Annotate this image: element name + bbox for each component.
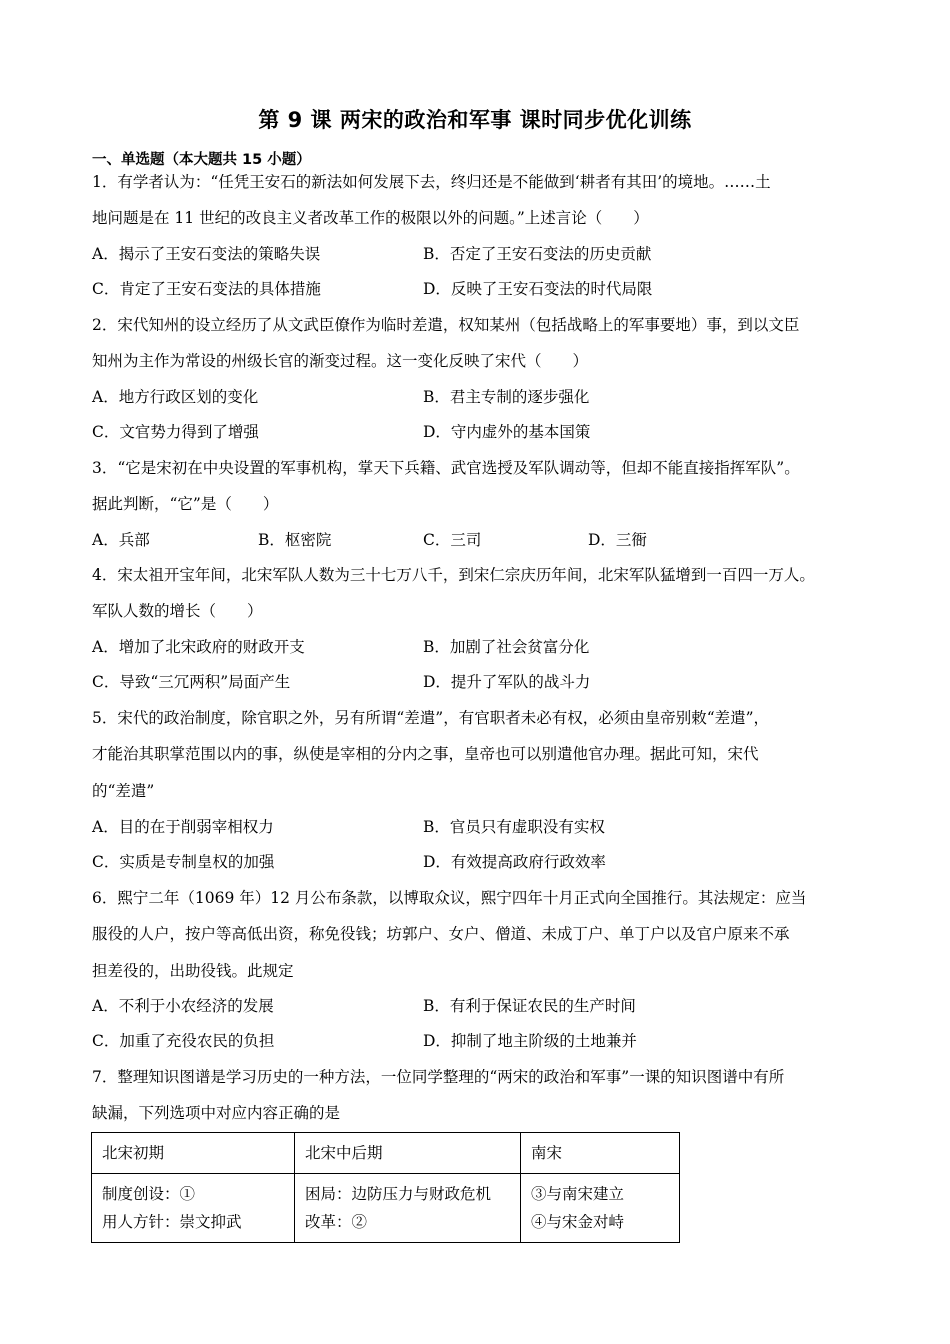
q1-option-a[interactable]: A．揭示了王安石变法的策略失误 [92, 245, 321, 263]
q6-option-c[interactable]: C．加重了充役农民的负担 [92, 1032, 275, 1050]
question-1-line-2: 地问题是在 11 世纪的改良主义者改革工作的极限以外的问题。”上述言论（ ） [92, 209, 649, 227]
q5-option-c[interactable]: C．实质是专制皇权的加强 [92, 853, 275, 871]
q4-option-b[interactable]: B．加剧了社会贫富分化 [423, 638, 590, 656]
question-5-line-1: 5．宋代的政治制度，除官职之外，另有所谓“差遣”，有官职者未必有权，必须由皇帝别敕“差遣”， [92, 709, 770, 727]
question-5-line-2: 才能治其职掌范围以内的事，纵使是宰相的分内之事，皇帝也可以别遣他官办理。据此可知，宋代 [92, 745, 759, 763]
q4-option-c[interactable]: C．导致“三冗两积”局面产生 [92, 673, 291, 691]
q2-option-c[interactable]: C．文官势力得到了增强 [92, 423, 259, 441]
question-2-line-1: 2．宋代知州的设立经历了从文武臣僚作为临时差遣，权知某州（包括战略上的军事要地）事，到以文臣 [92, 316, 800, 334]
question-4-line-1: 4．宋太祖开宝年间，北宋军队人数为三十七万八千，到宋仁宗庆历年间，北宋军队猛增到一百四一万人。 [92, 566, 815, 584]
q5-option-b[interactable]: B．官员只有虚职没有实权 [423, 818, 605, 836]
table-header-row [92, 1133, 680, 1174]
question-1-line-1: 1．有学者认为：“任凭王安石的新法如何发展下去，终归还是不能做到‘耕者有其田’的境地。……土 [92, 173, 771, 191]
q4-option-d[interactable]: D．提升了军队的战斗力 [423, 673, 591, 691]
cell-line: 改革：② [305, 1213, 368, 1231]
q5-option-a[interactable]: A．目的在于削弱宰相权力 [92, 818, 274, 836]
table-cell [521, 1174, 680, 1243]
question-6-line-2: 服役的人户，按户等高低出资，称免役钱；坊郭户、女户、僧道、未成丁户、单丁户以及官户原来不承 [92, 925, 790, 943]
question-2-line-2: 知州为主作为常设的州级长官的渐变过程。这一变化反映了宋代（ ） [92, 352, 589, 370]
question-3-line-1: 3．“它是宋初在中央设置的军事机构，掌天下兵籍、武官选授及军队调动等，但却不能直接指挥军队”。 [92, 459, 800, 477]
q6-option-b[interactable]: B．有利于保证农民的生产时间 [423, 997, 636, 1015]
q6-option-d[interactable]: D．抑制了地主阶级的土地兼并 [423, 1032, 637, 1050]
cell-line: 制度创设：① [102, 1185, 196, 1203]
table-cell [92, 1174, 295, 1243]
q6-option-a[interactable]: A．不利于小农经济的发展 [92, 997, 274, 1015]
question-6-line-1: 6．熙宁二年（1069 年）12 月公布条款，以博取众议，熙宁四年十月正式向全国推行。其法规定：应当 [92, 889, 807, 907]
q2-option-d[interactable]: D．守内虚外的基本国策 [423, 423, 591, 441]
q1-option-b[interactable]: B．否定了王安石变法的历史贡献 [423, 245, 652, 263]
table-row [92, 1174, 680, 1243]
q3-option-b[interactable]: B．枢密院 [258, 531, 332, 549]
q2-option-b[interactable]: B．君主专制的逐步强化 [423, 388, 590, 406]
question-4-line-2: 军队人数的增长（ ） [92, 602, 263, 620]
q4-option-a[interactable]: A．增加了北宋政府的财政开支 [92, 638, 305, 656]
cell-line: 困局：边防压力与财政危机 [305, 1185, 492, 1203]
cell-line: ③与南宋建立 [531, 1185, 625, 1203]
knowledge-map-table [91, 1132, 680, 1243]
q2-option-a[interactable]: A．地方行政区划的变化 [92, 388, 259, 406]
page-title: 第 9 课 两宋的政治和军事 课时同步优化训练 [258, 108, 692, 132]
q3-option-d[interactable]: D．三衙 [588, 531, 647, 549]
question-7-line-1: 7．整理知识图谱是学习历史的一种方法，一位同学整理的“两宋的政治和军事”一课的知识图谱中有所 [92, 1068, 785, 1086]
section-heading: 一、单选题（本大题共 15 小题） [92, 152, 311, 168]
table-header: 北宋初期 [92, 1133, 295, 1174]
q1-option-c[interactable]: C．肯定了王安石变法的具体措施 [92, 280, 321, 298]
table-header: 南宋 [521, 1133, 680, 1174]
cell-line: ④与宋金对峙 [531, 1213, 625, 1231]
question-5-line-3: 的“差遣” [92, 782, 155, 800]
q3-option-a[interactable]: A．兵部 [92, 531, 150, 549]
table-cell [295, 1174, 521, 1243]
question-7-line-2: 缺漏，下列选项中对应内容正确的是 [92, 1104, 341, 1122]
question-6-line-3: 担差役的，出助役钱。此规定 [92, 962, 294, 980]
q5-option-d[interactable]: D．有效提高政府行政效率 [423, 853, 606, 871]
cell-line: 用人方针：崇文抑武 [102, 1213, 242, 1231]
q3-option-c[interactable]: C．三司 [423, 531, 482, 549]
q1-option-d[interactable]: D．反映了王安石变法的时代局限 [423, 280, 653, 298]
table-header: 北宋中后期 [295, 1133, 521, 1174]
question-3-line-2: 据此判断，“它”是（ ） [92, 495, 279, 513]
